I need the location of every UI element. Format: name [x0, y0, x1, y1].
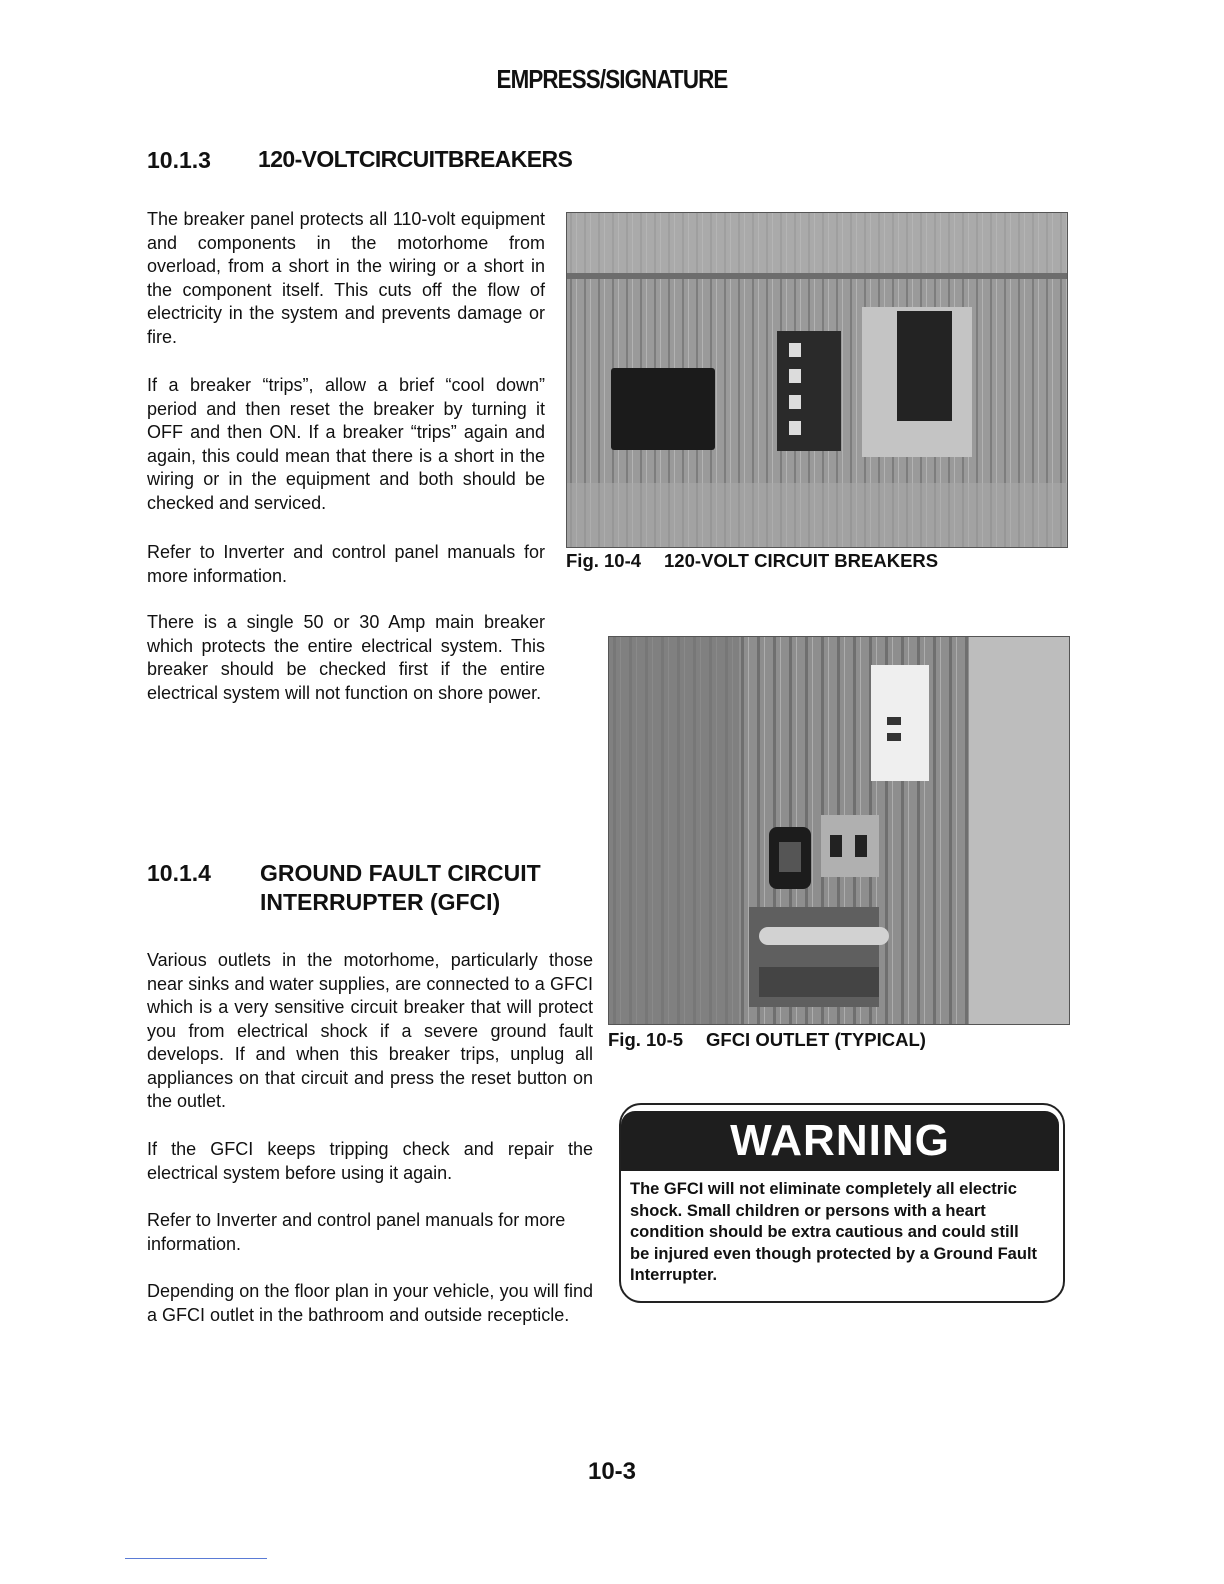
warning-line: shock. Small children or persons with a heart	[630, 1201, 986, 1220]
paragraph: The breaker panel protects all 110-volt equipment and components in the motorhome from overload, from a short in the wiring or a short in the component itself. This cuts off the flow of electricity in the system and prevents damage or fire.	[147, 209, 545, 347]
figure-number: Fig. 10-4	[566, 550, 642, 571]
figure-caption	[608, 1029, 926, 1051]
paragraph: There is a single 50 or 30 Amp main breaker which protects the entire electrical system. This breaker should be checked first if the entire electrical system will not function on shore power.	[147, 612, 545, 703]
figure-caption	[566, 550, 938, 572]
paragraph: If a breaker “trips”, allow a brief “cool down” period and then reset the breaker by turning it OFF and then ON. If a breaker “trips” again and again, this could mean that there is a short in the wiring or in the equipment and both should be checked and serviced.	[147, 375, 545, 513]
warning-text	[630, 1179, 1058, 1287]
warning-line: The GFCI will not eliminate completely all electric	[630, 1180, 1017, 1198]
running-header: EMPRESS/SIGNATURE	[496, 64, 728, 94]
warning-line: be injured even though protected by a Ground Fault	[630, 1244, 1038, 1263]
paragraph: Various outlets in the motorhome, particularly those near sinks and water supplies, are connected to a GFCI which is a very sensitive circuit breaker that will protect you from electrical shock if a severe ground fault develops. If and when this breaker trips, unplug all appliances on that circuit and press the reset button on the outlet.	[147, 950, 593, 1111]
section-number: 10.1.4	[147, 860, 211, 886]
warning-line: condition should be extra cautious and could still	[630, 1223, 1019, 1241]
paragraph: Refer to Inverter and control panel manuals for more information.	[147, 1210, 566, 1254]
warning-label	[611, 1097, 1071, 1307]
section-title: GROUND FAULT CIRCUIT	[260, 860, 541, 886]
section-number: 10.1.3	[147, 147, 211, 173]
warning-heading: WARNING	[621, 1111, 1059, 1171]
paragraph: Refer to Inverter and control panel manuals for more information.	[147, 542, 545, 586]
footer-rule	[125, 1558, 267, 1559]
figure-title: GFCI OUTLET (TYPICAL)	[706, 1029, 926, 1050]
paragraph: If the GFCI keeps tripping check and repair the electrical system before using it again.	[147, 1139, 593, 1183]
warning-line: Interrupter.	[630, 1266, 718, 1284]
figure-title: 120-VOLT CIRCUIT BREAKERS	[664, 550, 939, 571]
breaker-panel-photo	[566, 212, 1068, 548]
page-number: 10-3	[587, 1458, 637, 1485]
section-title-continued: INTERRUPTER (GFCI)	[260, 889, 501, 915]
section-title: 120-VOLTCIRCUITBREAKERS	[258, 146, 573, 172]
paragraph: Depending on the floor plan in your vehicle, you will find a GFCI outlet in the bathroom and outside recepticle.	[147, 1281, 593, 1325]
gfci-outlet-photo	[608, 636, 1070, 1025]
figure-number: Fig. 10-5	[608, 1029, 684, 1050]
